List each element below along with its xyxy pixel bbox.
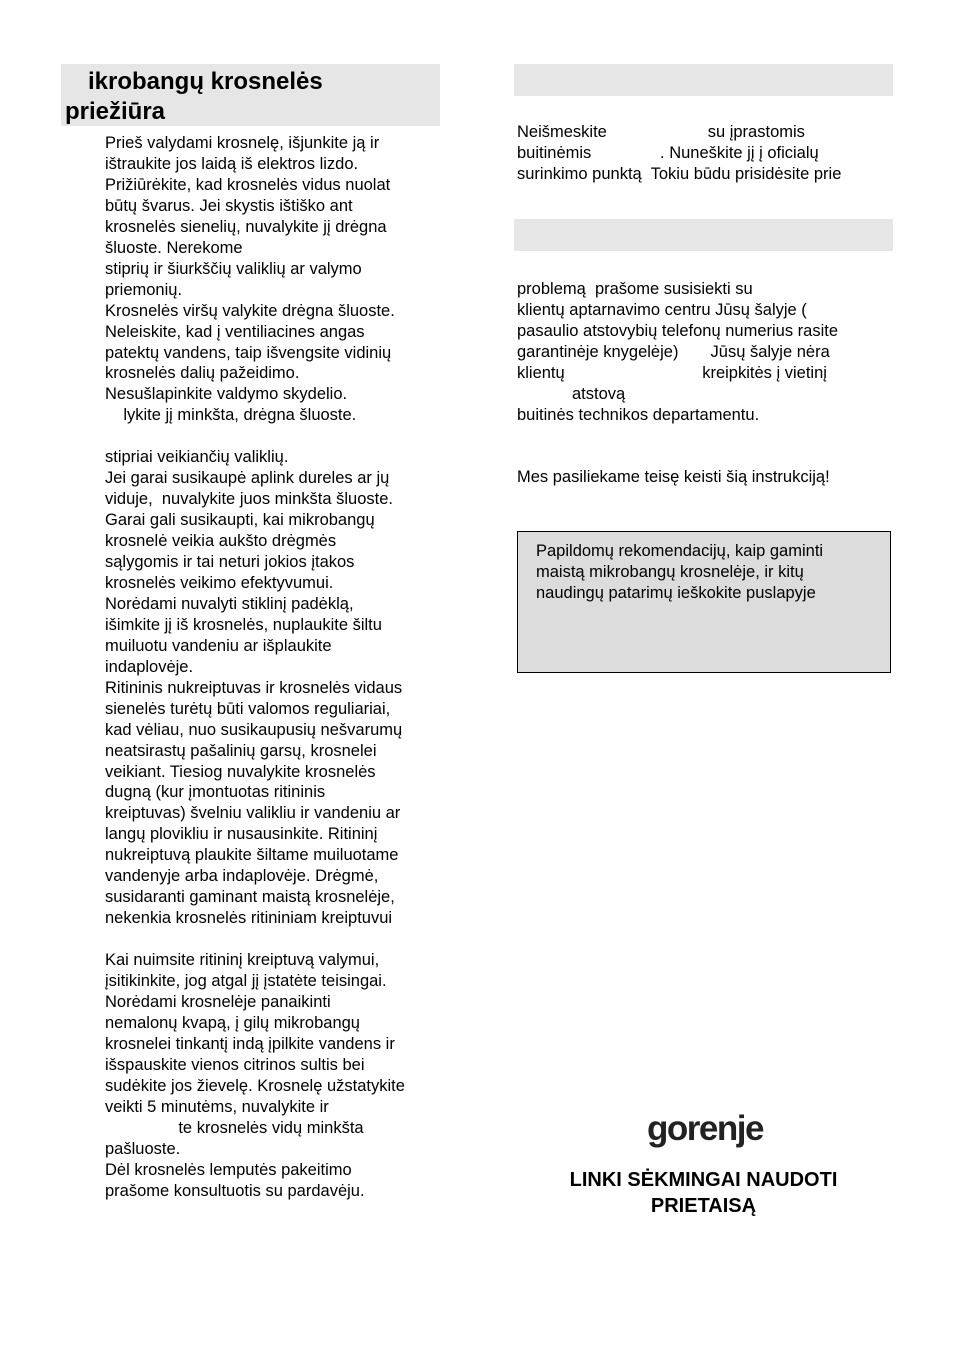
text-line: įsitikinkite, jog atgal jį įstatėte teisingai. xyxy=(105,972,387,990)
text-line: nemalonų kvapą, į gilų mikrobangų xyxy=(105,1013,360,1032)
text-line: buitinėmis . Nuneškite jį į oficialų xyxy=(517,144,819,162)
gorenje-logo xyxy=(640,1108,770,1154)
text-line: Norėdami nuvalyti stiklinį padėklą, xyxy=(105,594,354,613)
text-line: atstovą xyxy=(517,385,626,403)
text-line: krosnelės sienelių, nuvalykite jį drėgna xyxy=(105,217,387,236)
text-line: veikiant. Tiesiog nuvalykite krosnelės xyxy=(105,762,376,781)
text-line: pasaulio atstovybių telefonų numerius rasite xyxy=(517,322,839,340)
heading-line-1: ikrobangų krosnelės xyxy=(88,68,323,95)
text-line: kreiptuvas) švelniu valikliu ir vandeniu ar xyxy=(105,804,401,823)
text-line: Krosnelės viršų valykite drėgna šluoste. xyxy=(105,301,395,320)
text-line: Neišmeskite su įprastomis xyxy=(517,123,805,141)
text-line: krosnelės veikimo efektyvumui. xyxy=(105,573,334,592)
text-line: indaplovėje. xyxy=(105,657,194,676)
text-line: surinkimo punktą Tokiu būdu prisidėsite prie xyxy=(517,165,842,183)
text-line: Ritininis nukreiptuvas ir krosnelės vidaus xyxy=(105,678,403,697)
text-line: nekenkia krosnelės ritininiam kreiptuvui xyxy=(105,909,393,928)
text-line: vandenyje arba indaplovėje. Drėgmė, xyxy=(105,867,379,886)
text-line: Jei garai susikaupė aplink dureles ar jų xyxy=(105,469,390,488)
text-line: sienelės turėtų būti valomos reguliariai, xyxy=(105,699,391,718)
text-line: muiluotu vandeniu ar išplaukite xyxy=(105,636,332,655)
slogan-line-2: PRIETAISĄ xyxy=(650,1195,757,1217)
text-line: susidaranti gaminant maistą krosnelėje, xyxy=(105,888,395,907)
text-line: Kai nuimsite ritininį kreiptuvą valymui, xyxy=(105,951,380,970)
text-line: naudingų patarimų ieškokite puslapyje xyxy=(536,584,816,602)
text-line: kad vėliau, nuo susikaupusių nešvarumų xyxy=(105,720,403,739)
text-line: garantinėje knygelėje) Jūsų šalyje nėra xyxy=(517,343,830,361)
text-line: Garai gali susikaupti, kai mikrobangų xyxy=(105,511,375,530)
text-line: krosnelė veikia aukšto drėgmės xyxy=(105,532,337,551)
logo-text: gorenje xyxy=(647,1109,763,1148)
text-line: būtų švarus. Jei skystis ištiško ant xyxy=(105,196,353,215)
text-line: patektų vandens, taip išvengsite vidinių xyxy=(105,343,392,362)
disposal-heading-bar xyxy=(514,64,893,96)
text-line: krosnelei tinkantį indą įpilkite vandens ir xyxy=(105,1034,395,1053)
text-line: lykite jį minkšta, drėgna šluoste. xyxy=(105,406,357,425)
text-line: dugną (kur įmontuotas ritininis xyxy=(105,783,326,802)
text-line: krosnelės dalių pažeidimo. xyxy=(105,364,300,383)
info-box xyxy=(517,531,891,673)
slogan-line-1: LINKI SĖKMINGAI NAUDOTI xyxy=(569,1169,838,1191)
text-line: neatsirastų pašalinių garsų, krosnelei xyxy=(105,741,377,760)
text-line: klientų aptarnavimo centru Jūsų šalyje ( xyxy=(517,301,807,319)
text-line: Nesušlapinkite valdymo skydelio. xyxy=(105,385,348,404)
text-line: šluoste. Nerekome xyxy=(105,238,243,257)
text-line: Prižiūrėkite, kad krosnelės vidus nuolat xyxy=(105,175,391,194)
text-line: priemonių. xyxy=(105,280,183,299)
text-line: te krosnelės vidų minkšta xyxy=(105,1118,364,1137)
text-line: sąlygomis ir tai neturi jokios įtakos xyxy=(105,553,355,571)
text-line: Norėdami krosnelėje panaikinti xyxy=(105,992,331,1011)
reserve-note: Mes pasiliekame teisę keisti šią instrukciją! xyxy=(517,468,830,486)
text-line: nukreiptuvą plaukite šiltame muiluotame xyxy=(105,846,399,865)
text-line: langų plovikliu ir nusausinkite. Ritininį xyxy=(105,825,378,844)
text-line: sudėkite jos žievelę. Krosnelę užstatykite xyxy=(105,1076,405,1095)
text-line: problemą prašome susisiekti su xyxy=(517,280,753,298)
text-line: išimkite jį iš krosnelės, nuplaukite šiltu xyxy=(105,615,382,634)
text-line: stipriai veikiančių valiklių. xyxy=(105,448,289,467)
text-line: Neleiskite, kad į ventiliacines angas xyxy=(105,322,365,341)
text-line: klientų kreipkitės į vietinį xyxy=(517,364,827,382)
service-heading-bar xyxy=(514,219,893,251)
text-line: veikti 5 minutėms, nuvalykite ir xyxy=(105,1097,329,1116)
text-line: Prieš valydami krosnelę, išjunkite ją ir xyxy=(105,134,380,152)
text-line: stiprių ir šiurkščių valiklių ar valymo xyxy=(105,259,362,278)
care-section-heading xyxy=(61,64,440,126)
text-line: maistą mikrobangų krosnelėje, ir kitų xyxy=(536,563,804,581)
text-line: Dėl krosnelės lemputės pakeitimo xyxy=(105,1160,352,1179)
text-line: ištraukite jos laidą iš elektros lizdo. xyxy=(105,154,359,173)
text-line: prašome konsultuotis su pardavėju. xyxy=(105,1181,365,1200)
heading-line-2: priežiūra xyxy=(65,98,166,125)
text-line: buitinės technikos departamentu. xyxy=(517,406,760,424)
text-line: išspauskite vienos citrinos sultis bei xyxy=(105,1055,365,1074)
text-line: Papildomų rekomendacijų, kaip gaminti xyxy=(536,542,824,560)
slogan xyxy=(514,1167,893,1219)
text-line: viduje, nuvalykite juos minkšta šluoste. xyxy=(105,490,393,509)
text-line: pašluoste. xyxy=(105,1139,181,1158)
